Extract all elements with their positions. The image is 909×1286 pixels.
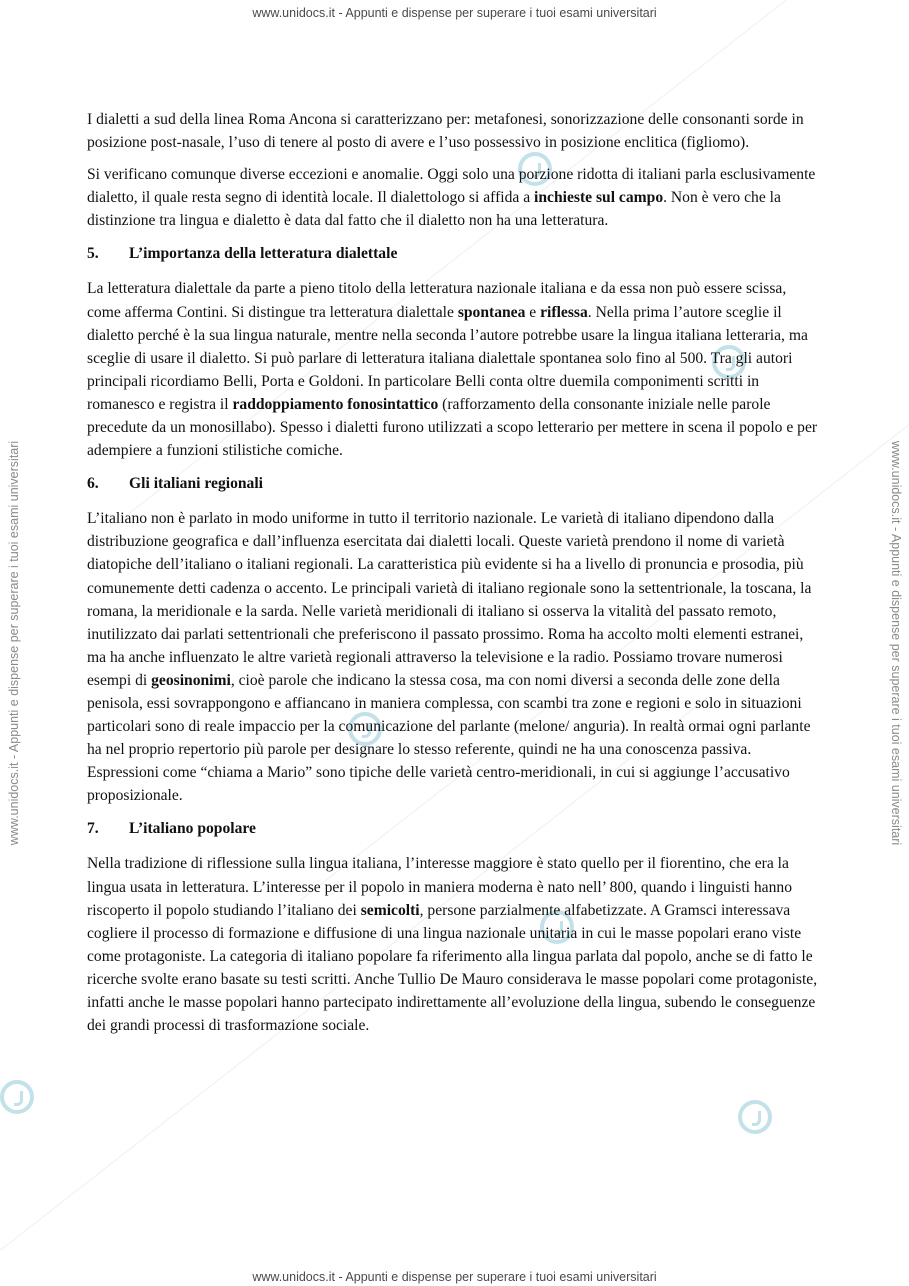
section-title: L’italiano popolare xyxy=(129,820,256,838)
section-heading-6 xyxy=(87,472,823,495)
document-body xyxy=(87,108,823,1046)
bold-term: semicolti xyxy=(360,901,420,919)
text-run: . Nella prima l’autore sceglie il dialetto perché è la sua lingua naturale, mentre nella seconda l’autore potrebbe usare la lingua italiana letteraria, ma sceglie di usare il dialetto. Si può parlare di letteratura italiana dialettale spontanea solo fino al 500. Tra gli autori principali ricordiamo Belli, Porta e Goldoni. In particolare Belli conta oltre duemila componimenti scritti in romanesco e registra il xyxy=(87,303,808,413)
text-run: L’italiano non è parlato in modo uniforme in tutto il territorio nazionale. Le varietà di italiano dipendono dalla distribuzione geografica e dall’influenza esercitata dai dialetti locali. Queste varietà prendono il nome di varietà diatopiche dell’italiano o italiani regionali. La caratteristica più evidente si ha a livello di pronuncia e prosodia, più comunemente detti cadenza o accento. Le principali varietà di italiano regionale sono la settentrionale, la toscana, la romana, la meridionale e la sarda. Nelle varietà meridionali di italiano si osserva la vitalità del passato remoto, inutilizzato dai parlati settentrionali che preferiscono il passato prossimo. Roma ha accolto molti elementi estranei, ma ha anche influenzato le altre varietà regionali attraverso la televisione e la radio. Possiamo trovare numerosi esempi di xyxy=(87,510,812,689)
watermark-right-side: www.unidocs.it - Appunti e dispense per superare i tuoi esami universitari xyxy=(889,440,903,846)
bold-term: raddoppiamento fonosintattico xyxy=(232,395,439,413)
text-run: , cioè parole che indicano la stessa cosa, ma con nomi diversi a seconda delle zone della penisola, essi sovrappongono e affiancano in maniera complessa, con scambi tra zone e regioni e solo in situazioni particolari sono di reale impaccio per la comunicazione del parlante (melone/ anguria). In realtà ormai ogni parlante ha nel proprio repertorio più parole per designare lo stesso referente, quindi ne ha una conoscenza passiva. Espressioni come “chiama a Mario” sono tipiche delle varietà centro-meridionali, in cui si aggiunge l’accusativo proposizionale. xyxy=(87,671,811,805)
text-run: . Non è vero che la distinzione tra lingua e dialetto è data dal fatto che il dialetto non ha una letteratura. xyxy=(87,189,781,230)
bold-term: riflessa xyxy=(540,303,588,321)
bold-term: spontanea xyxy=(457,303,526,321)
text-run: Si verificano comunque diverse eccezioni e anomalie. Oggi solo una porzione ridotta di italiani parla esclusivamente dialetto, il quale resta segno di identità locale. Il dialettologo si affida a xyxy=(87,166,816,207)
section-heading-5 xyxy=(87,242,823,265)
section-number: 7. xyxy=(87,820,99,838)
bold-term: inchieste sul campo xyxy=(534,189,664,207)
watermark-left-side: www.unidocs.it - Appunti e dispense per superare i tuoi esami universitari xyxy=(7,440,21,846)
watermark-footer: www.unidocs.it - Appunti e dispense per superare i tuoi esami universitari xyxy=(252,1270,657,1284)
section-5-paragraph xyxy=(87,277,823,462)
bold-term: geosinonimi xyxy=(151,671,231,689)
text-run: Nella tradizione di riflessione sulla lingua italiana, l’interesse maggiore è stato quello per il fiorentino, che era la lingua usata in letteratura. L’interesse per il popolo in maniera moderna è nato nell’ 800, quando i linguisti hanno riscoperto il popolo studiando l’italiano dei xyxy=(87,855,792,919)
text-run: La letteratura dialettale da parte a pieno titolo della letteratura nazionale italiana e da essa non può essere scissa, come afferma Contini. Si distingue tra letteratura dialettale xyxy=(87,280,787,321)
section-7-paragraph xyxy=(87,852,823,1037)
section-heading-7 xyxy=(87,817,823,840)
section-6-paragraph xyxy=(87,507,823,807)
section-title: L’importanza della letteratura dialettale xyxy=(129,245,398,263)
section-number: 5. xyxy=(87,245,99,263)
unidocs-logo-icon xyxy=(0,1080,34,1114)
intro-paragraph-2 xyxy=(87,163,823,232)
unidocs-logo-icon xyxy=(738,1100,772,1134)
intro-paragraph-1: I dialetti a sud della linea Roma Ancona si caratterizzano per: metafonesi, sonorizzazione delle consonanti sorde in posizione post-nasale, l’uso di tenere al posto di avere e l’uso possessivo in posizione enclitica (figliomo). xyxy=(87,111,804,152)
section-title: Gli italiani regionali xyxy=(129,475,264,493)
text-run: e xyxy=(525,303,541,321)
text-run: , persone parzialmente alfabetizzate. A Gramsci interessava cogliere il processo di formazione e diffusione di una lingua nazionale unitaria in cui le masse popolari erano viste come protagoniste. La categoria di italiano popolare fa riferimento alla lingua parlata dal popolo, anche se di fatto le ricerche svolte erano basate su testi scritti. Anche Tullio De Mauro considerava le masse popolari come protagoniste, infatti anche le masse popolari hanno partecipato indirettamente all’evoluzione della lingua, subendo le conseguenze dei grandi processi di trasformazione sociale. xyxy=(87,901,818,1035)
text-run: (rafforzamento della consonante iniziale nelle parole precedute da un monosillabo). Spesso i dialetti furono utilizzati a scopo letterario per mettere in scena il popolo e per adempiere a funzioni stilistiche comiche. xyxy=(87,395,818,460)
section-number: 6. xyxy=(87,475,99,493)
watermark-header: www.unidocs.it - Appunti e dispense per superare i tuoi esami universitari xyxy=(252,6,657,20)
